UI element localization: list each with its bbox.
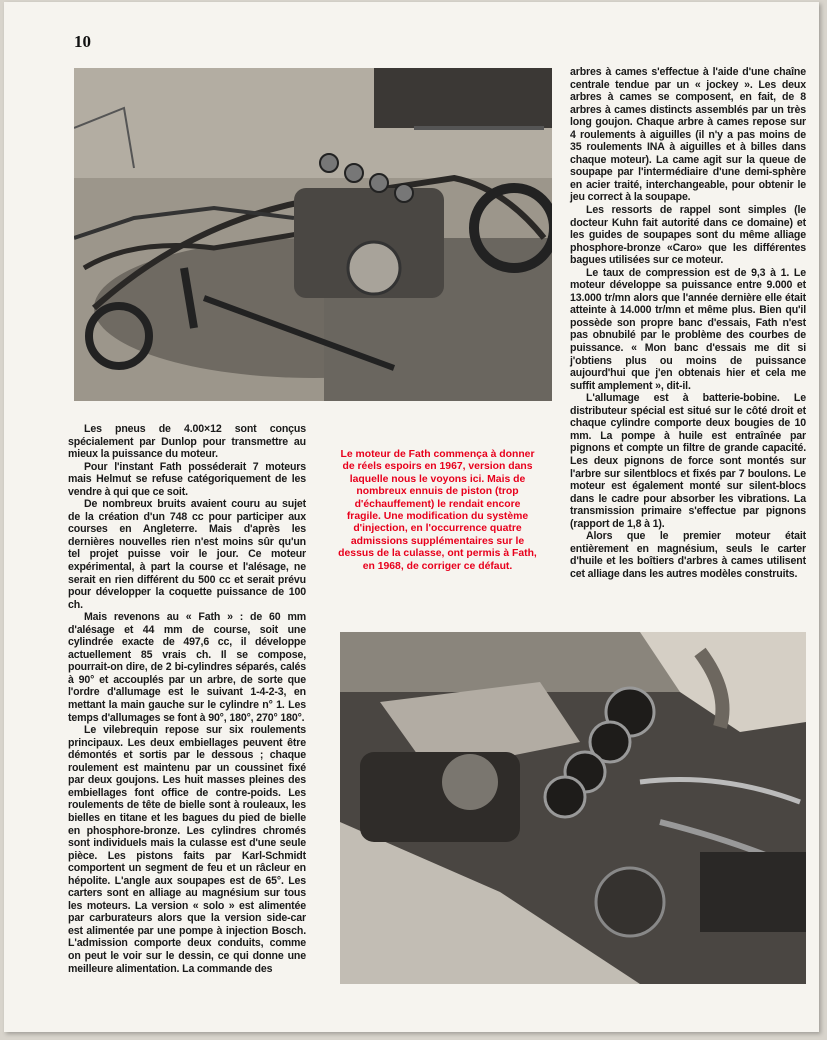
article-column-right	[570, 66, 806, 580]
photo-caption: Le moteur de Fath commença à donner de réels espoirs en 1967, version dans laquelle nous le voyons ici. Mais de nombreux ennuis de piston (trop d'échauffement) le rendait encore fragile. Une modification du système d'injection, en l'occurrence quatre admissions supplémentaires sur le dessus de la culasse, ont permis à Fath, en 1968, de corriger ce défaut.	[338, 449, 537, 572]
paragraph: Les pneus de 4.00×12 sont conçus spécialement par Dunlop pour transmettre au mieux la puissance du moteur.	[68, 423, 306, 461]
paragraph: Les ressorts de rappel sont simples (le docteur Kuhn fait autorité dans ce domaine) et les guides de soupapes sont du même alliage phosphore-bronze «Caro» que les différentes bagues utilisées sur ce moteur.	[570, 204, 806, 267]
motorcycle-frame-photo	[74, 68, 552, 401]
paragraph: arbres à cames s'effectue à l'aide d'une chaîne centrale tendue par un « jockey ». Les deux arbres à cames se composent, en fait, de 8 arbres à cames distincts assemblés par un très long goujon. Chaque arbre à cames repose sur 4 roulements à aiguilles (il n'y a pas moins de 35 roulements INA à aiguilles et à billes dans chaque moteur). La came agit sur la queue de soupape par l'intermédiaire d'une demi-sphère en acier traité, interchangeable, pour obtenir le jeu correct à la soupape.	[570, 66, 806, 204]
paragraph: L'allumage est à batterie-bobine. Le distributeur spécial est situé sur le côté droit et chaque cylindre comporte deux bougies de 10 mm. La pompe à huile est entraînée par pignons et compte un filtre de grande capacité. Les deux pignons de force sont montés sur l'arbre sur silentblocs et fixés par 7 boulons. Le moteur est également monté sur silent-blocs dans le cadre pour absorber les vibrations. La transmission primaire s'effectue par pignons (rapport de 1,8 à 1).	[570, 392, 806, 530]
paragraph: Le taux de compression est de 9,3 à 1. Le moteur développe sa puissance entre 9.000 et 13.000 tr/mn alors que l'année dernière elle était atteinte à 14.000 tr/mn et même plus. Bien qu'il possède son propre banc d'essais, Fath n'est pas obnubilé par le problème des courbes de puissance. « Mon banc d'essais me dit si j'obtiens plus ou moins de puissance aujourd'hui que j'en obtenais hier et cela me suffit amplement », dit-il.	[570, 266, 806, 392]
paragraph: Mais revenons au « Fath » : de 60 mm d'alésage et 44 mm de course, soit une cylindrée exacte de 497,6 cc, il développe actuellement 85 vrais ch. Il se compose, pourrait-on dire, de 2 bi-cylindres séparés, calés à 90° et accouplés par un arbre, de sorte que l'ordre d'allumage est le suivant 1-4-2-3, en mettant la main gauche sur le cylindre n° 1. Les temps d'allumages se font à 90°, 180°, 270° 180°.	[68, 611, 306, 724]
paragraph: Le vilebrequin repose sur six roulements principaux. Les deux embiellages peuvent être démontés et sortis par le dessous ; chaque roulement est maintenu par un coussinet fixé par deux goujons. Les huit masses pleines des embiellages font office de contre-poids. Les roulements de tête de bielle sont à rouleaux, les bielles en titane et les bagues du pied de bielle en phosphore-bronze. Les cylindres chromés sont individuels mais la culasse est d'une seule pièce. Les pistons faits par Karl-Schmidt comportent un segment de feu et un râcleur en hépolite. L'angle aux soupapes est de 65°. Les carters sont en alliage au magnésium sur tous les moteurs. La version « solo » est alimentée par carburateurs alors que la version side-car est alimentée par une pompe à injection Bosch. L'admission comporte deux conduits, comme on peut le voir sur le dessin, ce qui donne une meilleure alimentation. La commande des	[68, 724, 306, 975]
article-column-left	[68, 423, 306, 975]
paragraph: De nombreux bruits avaient couru au sujet de la création d'un 748 cc pour participer aux courses en Angleterre. Mais d'après les dernières nouvelles rien n'est moins sûr qu'un tel projet puisse voir le jour. Ce moteur expérimental, à part la course et l'alésage, ne serait en rien différent du 500 cc et serait prévu pour développer la coquette puissance de 100 ch.	[68, 498, 306, 611]
magazine-page	[4, 2, 819, 1032]
paragraph: Pour l'instant Fath posséderait 7 moteurs mais Helmut se refuse catégoriquement de les vendre à qui que ce soit.	[68, 460, 306, 498]
paragraph: Alors que le premier moteur était entièrement en magnésium, seuls le carter d'huile et les boîtiers d'arbres à cames utilisent cet alliage dans les autres modèles construits.	[570, 530, 806, 580]
page-number: 10	[74, 32, 91, 51]
engine-closeup-photo	[340, 632, 806, 984]
